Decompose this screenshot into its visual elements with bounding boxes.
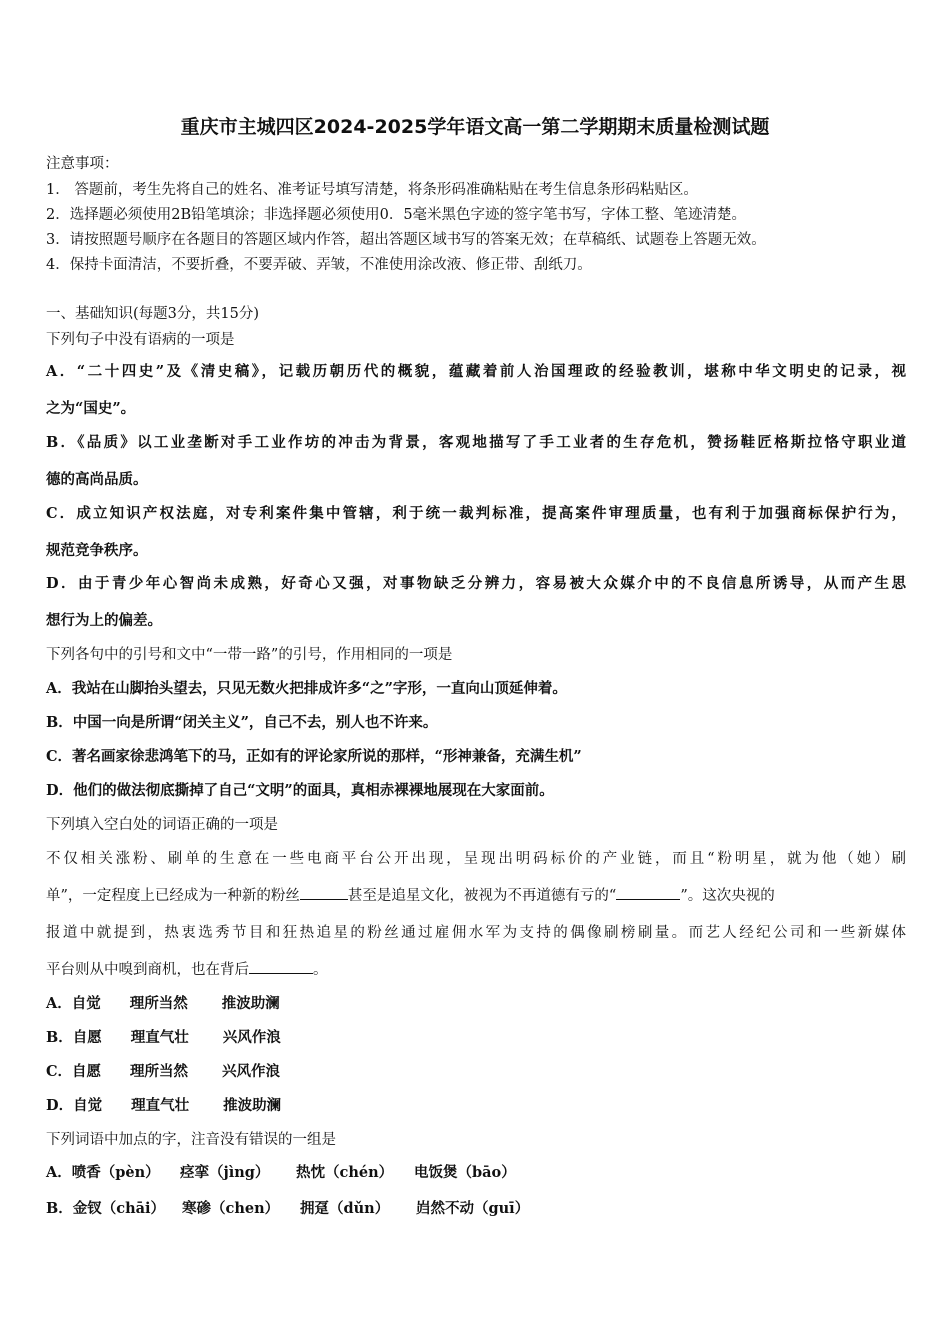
option-b: B．中国一向是所谓“闭关主义”，自己不去，别人也不许来。: [46, 714, 438, 731]
option-c: C．自愿 理所当然 兴风作浪: [46, 1063, 281, 1080]
question-stem: 下列填入空白处的词语正确的一项是: [46, 817, 278, 833]
option-b-line2: 德的高尚品质。: [46, 471, 148, 488]
section-heading: 一、基础知识(每题3分，共15分): [46, 306, 259, 322]
option-b-line1: B．《品质》以工业垄断对手工业作坊的冲击为背景，客观地描写了手工业者的生存危机，赞扬鞋匠格斯拉恪守职业道: [46, 434, 906, 451]
question-stem: 下列词语中加点的字，注音没有错误的一组是: [46, 1132, 336, 1148]
option-d: D．他们的做法彻底撕掉了自己“文明”的面具，真相赤裸裸地展现在大家面前。: [46, 782, 554, 799]
option-a-line2: 之为“国史”。: [46, 400, 136, 417]
option-d-line1: D．由于青少年心智尚未成熟，好奇心又强，对事物缺乏分辨力，容易被大众媒介中的不良信息所诱导，从而产生思: [46, 575, 906, 592]
option-a-line1: A．“二十四史”及《清史稿》，记载历朝历代的概貌，蕴藏着前人治国理政的经验教训，堪称中华文明史的记录，视: [46, 363, 906, 380]
option-c-line1: C．成立知识产权法庭，对专利案件集中管辖，利于统一裁判标准，提高案件审理质量，也有利于加强商标保护行为，: [46, 505, 906, 522]
option-c: C．著名画家徐悲鸿笔下的马，正如有的评论家所说的那样，“形神兼备，充满生机”: [46, 748, 582, 765]
fill-blank-3: [249, 961, 313, 974]
notice-heading: 注意事项：: [46, 156, 119, 172]
option-a: A．喷香（pèn） 痉挛（jìng） 热忱（chén） 电饭煲（bāo）: [46, 1164, 516, 1181]
option-d: D．自觉 理直气壮 推波助澜: [46, 1097, 282, 1114]
option-a: A．我站在山脚抬头望去，只见无数火把排成许多“之”字形，一直向山顶延伸着。: [46, 680, 567, 697]
passage-line: 不仅相关涨粉、刷单的生意在一些电商平台公开出现，呈现出明码标价的产业链，而且“粉明星，就为他（她）刷: [46, 851, 906, 867]
passage-line: 报道中就提到，热衷选秀节目和狂热追星的粉丝通过雇佣水军为支持的偶像刷榜刷量。而艺人经纪公司和一些新媒体: [46, 925, 906, 941]
passage-line: 平台则从中嗅到商机，也在背后 。: [46, 962, 328, 978]
question-stem: 下列各句中的引号和文中“一带一路”的引号，作用相同的一项是: [46, 647, 453, 663]
option-b: B．自愿 理直气壮 兴风作浪: [46, 1029, 281, 1046]
question-stem: 下列句子中没有语病的一项是: [46, 332, 235, 348]
notice-item: 3．请按照题号顺序在各题目的答题区域内作答，超出答题区域书写的答案无效；在草稿纸、试题卷上答题无效。: [46, 232, 766, 248]
notice-item: 1． 答题前，考生先将自己的姓名、准考证号填写清楚，将条形码准确粘贴在考生信息条形码粘贴区。: [46, 182, 698, 198]
option-b: B．金钗（chāi） 寒碜（chen） 拥趸（dǔn） 岿然不动（guī）: [46, 1200, 530, 1217]
passage-line: 单”，一定程度上已经成为一种新的粉丝 甚至是追星文化，被视为不再道德有亏的“ ”。这次央视的: [46, 888, 775, 904]
fill-blank-1: [300, 887, 348, 900]
option-a: A．自觉 理所当然 推波助澜: [46, 995, 280, 1012]
option-d-line2: 想行为上的偏差。: [46, 612, 162, 629]
notice-item: 4．保持卡面清洁，不要折叠，不要弄破、弄皱，不准使用涂改液、修正带、刮纸刀。: [46, 257, 592, 273]
notice-item: 2．选择题必须使用2B铅笔填涂；非选择题必须使用0．5毫米黑色字迹的签字笔书写，字体工整、笔迹清楚。: [46, 207, 747, 223]
fill-blank-2: [616, 887, 680, 900]
page-title: 重庆市主城四区2024-2025学年语文高一第二学期期末质量检测试题: [180, 116, 770, 138]
option-c-line2: 规范竞争秩序。: [46, 542, 148, 559]
